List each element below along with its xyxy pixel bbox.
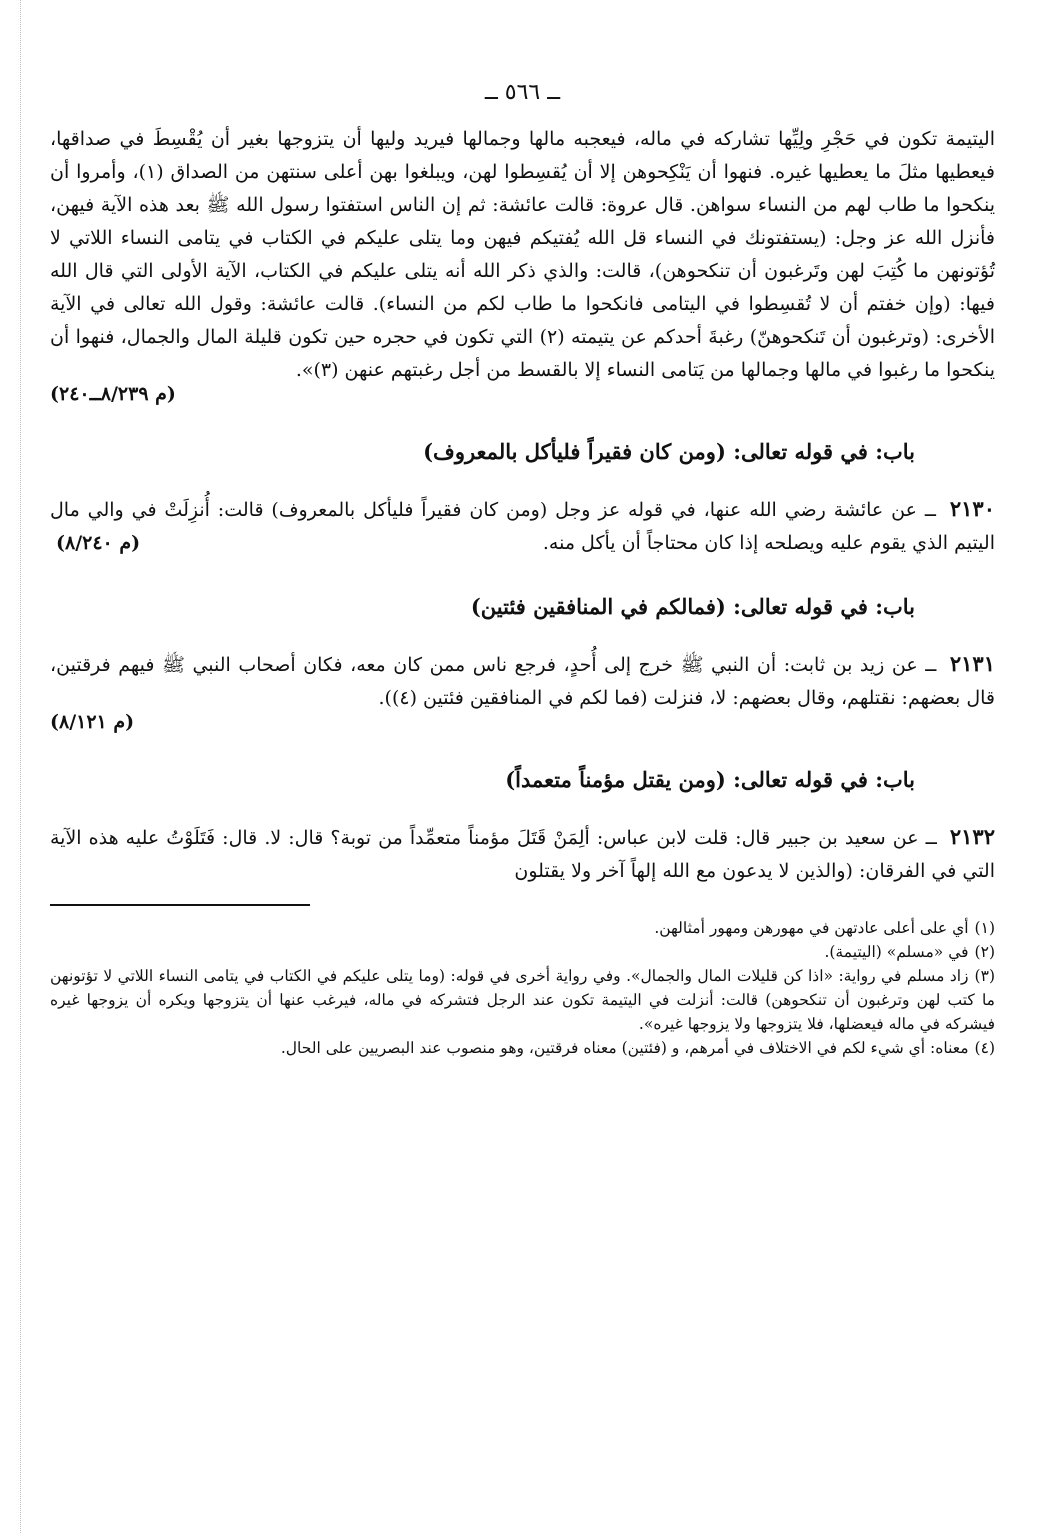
hadith-reference: (م ٨/٢٤٠): [56, 532, 141, 554]
hadith-text: ــ عن زيد بن ثابت: أن النبي ﷺ خرج إلى أُحدٍ، فرجع ناس ممن كان معه، فكان أصحاب النبي ﷺ فيهم فرقتين، قال بعضهم: نقتلهم، وقال بعضهم: لا، فنزلت (فما لكم في المنافقين فئتين (٤)).: [50, 654, 995, 709]
footnote: [50, 964, 995, 1036]
footnote-number: (١): [974, 919, 995, 937]
hadith-text: ــ عن سعيد بن جبير قال: قلت لابن عباس: ألِمَنْ قَتَلَ مؤمناً متعمِّداً من توبة؟ قال: لا. قال: فَتَلَوْتُ عليه هذه الآية التي في الفرقان: (والذين لا يدعون مع الله إلهاً آخر ولا يقتلون: [50, 827, 995, 882]
footnotes: [50, 916, 995, 1060]
footnote-number: (٣): [974, 967, 995, 985]
hadith-text: ــ عن عائشة رضي الله عنها، في قوله عز وجل (ومن كان فقيراً فليأكل بالمعروف) قالت: أُنزِلَتْ في والي مال اليتيم الذي يقوم عليه ويصلحه إذا كان محتاجاً أن يأكل منه.: [50, 499, 995, 554]
section-2132: [50, 767, 995, 888]
hadith-paragraph: [50, 647, 995, 715]
hadith-paragraph: [50, 492, 995, 560]
footnote-number: (٢): [974, 943, 995, 961]
section-heading: باب: في قوله تعالى: (فمالكم في المنافقين فئتين): [470, 594, 915, 619]
footnote-text: زاد مسلم في رواية: «اذا كن قليلات المال والجمال». وفي رواية أخرى في قوله: (وما يتلى عليكم في الكتاب في يتامى النساء اللاتي لا تؤتونهن ما كتب لهن وترغبون أن تنكحوهن) قالت: أنزلت في اليتيمة تكون عند الرجل فتشركه في ماله، فيرغب عنها أن يتزوجها ويكره أن يزوجها غيره فيشركه في ماله فيعضلها، فلا يتزوجها ولا يزوجها غيره».: [50, 967, 995, 1033]
footnote-text: معناه: أي شيء لكم في الاختلاف في أمرهم، و (فئتين) معناه فرقتين، وهو منصوب عند البصريين على الحال.: [280, 1039, 969, 1057]
footnote: [50, 916, 995, 940]
hadith-number: ٢١٣١: [949, 651, 995, 676]
section-heading: باب: في قوله تعالى: (ومن كان فقيراً فليأكل بالمعروف): [423, 439, 915, 464]
intro-paragraph: اليتيمة تكون في حَجْرِ ولِيِّها تشاركه في ماله، فيعجبه مالها وجمالها فيريد وليها أن يتزوجها بغير أن يُقْسِطَ في صداقها، فيعطيها مثلَ ما يعطيها غيره. فنهوا أن يَنْكِحوهن إلا أن يُقسِطوا لهن، ويبلغوا بهن أعلى سنتهن من الصداق (١)، وأمروا أن ينكحوا ما طاب لهم من النساء سواهن. قال عروة: قالت عائشة: ثم إن الناس استفتوا رسول الله ﷺ بعد هذه الآية فيهن، فأنزل الله عز وجل: (يستفتونك في النساء قل الله يُفتيكم فيهن وما يتلى عليكم في الكتاب في يتامى النساء اللاتي لا تُؤتونهن ما كُتِبَ لهن وتَرغبون أن تنكحوهن)، قالت: والذي ذكر الله أنه يتلى عليكم في الكتاب، الآية الأولى التي قال الله فيها: (وإن خفتم أن لا تُقسِطوا في اليتامى فانكحوا ما طاب لكم من النساء). قالت عائشة: وقول الله تعالى في الآية الأخرى: (وترغبون أن تَنكحوهنّ) رغبةَ أحدكم عن يتيمته (٢) التي تكون في حجره حين تكون قليلة المال والجمال، فنهوا أن ينكحوا ما رغبوا في مالها وجمالها من يَتامى النساء إلا بالقسط من أجل رغبتهم عنهن (٣)».: [50, 128, 995, 381]
footnote-text: أي على أعلى عادتهن في مهورهن ومهور أمثالهن.: [654, 919, 969, 937]
intro-reference: (م ٨/٢٣٩ــ٢٤٠): [50, 383, 176, 405]
footnote-separator: [50, 904, 310, 906]
section-2130: [50, 439, 995, 560]
section-heading: باب: في قوله تعالى: (ومن يقتل مؤمناً متعمداً): [505, 767, 915, 792]
footnote: [50, 1036, 995, 1060]
footnote: [50, 940, 995, 964]
hadith-reference: (م ٨/١٢١): [50, 711, 135, 733]
section-2131: [50, 594, 995, 733]
document-page: [50, 80, 995, 1480]
footnote-text: في «مسلم» (اليتيمة).: [824, 943, 969, 961]
footnote-number: (٤): [974, 1039, 995, 1057]
hadith-number: ٢١٣٢: [949, 824, 995, 849]
page-number: ــ ٥٦٦ ــ: [484, 80, 561, 105]
hadith-paragraph: [50, 820, 995, 888]
page-margin-line: [20, 0, 22, 1533]
hadith-number: ٢١٣٠: [949, 496, 995, 521]
